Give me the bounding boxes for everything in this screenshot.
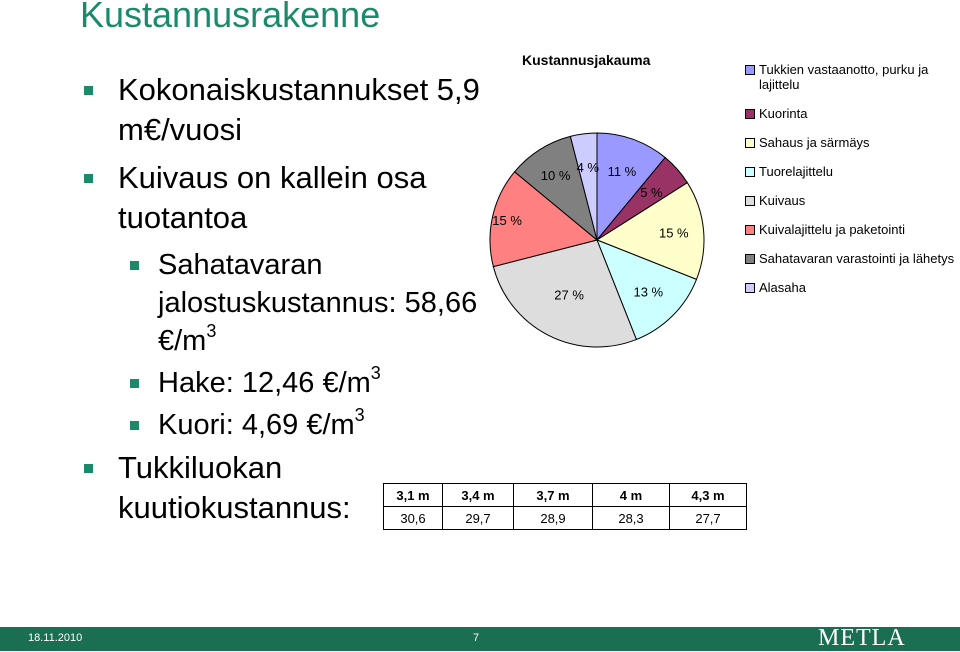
legend-swatch [745,225,755,235]
subbullet-chips-cost [80,364,480,402]
legend-item [745,106,955,121]
slice-label: 11 % [607,163,637,179]
metla-logo: METLA [818,625,906,651]
table-header-cell: 3,1 m [384,484,443,507]
bullet-square-icon [130,421,139,430]
bullet-square-icon [130,261,139,270]
table-header-cell: 3,7 m [514,484,593,507]
table-cell: 28,3 [593,507,670,530]
legend-label: Sahaus ja särmäys [759,135,870,150]
legend-swatch [745,283,755,293]
bullet-text: Tukkiluokan kuutiokustannus: [118,450,351,525]
legend-label: Kuivaus [759,193,806,208]
exponent: 3 [354,405,365,425]
table-cell: 30,6 [384,507,443,530]
bullet-text: Hake: 12,46 €/m [158,367,371,399]
legend-label: Tuorelajittelu [759,164,833,179]
slice-label: 10 % [540,167,571,183]
footer-date: 18.11.2010 [28,632,83,644]
chart-legend [745,62,955,309]
legend-swatch [745,167,755,177]
bullet-text: Kokonaiskustannukset 5,9 m€/vuosi [118,72,480,147]
slice-label: 27 % [554,287,584,303]
bullet-drying [80,158,480,238]
legend-swatch [745,196,755,206]
legend-item [745,62,955,92]
legend-swatch [745,138,755,148]
bullet-square-icon [84,86,93,95]
bullet-square-icon [84,174,93,183]
subbullet-bark-cost [80,406,480,444]
bullet-text: Sahatavaran jalostuskustannus: 58,66 €/m [158,249,478,357]
slice-label: 15 % [658,225,689,241]
legend-item [745,280,955,295]
legend-swatch [745,65,755,75]
slice-label: 5 % [640,185,663,200]
legend-item [745,135,955,150]
slide-title: Kustannusrakenne [80,0,381,35]
log-length-table [383,483,747,530]
table-cell: 27,7 [670,507,747,530]
legend-label: Kuorinta [759,106,808,121]
table-header-cell: 3,4 m [443,484,514,507]
table-header-row [384,484,747,507]
legend-label: Tukkien vastaanotto, purku ja lajittelu [759,62,929,92]
legend-swatch [745,109,755,119]
table-cell: 29,7 [443,507,514,530]
bullet-square-icon [84,464,93,473]
table-cell: 28,9 [514,507,593,530]
exponent: 3 [206,321,217,341]
pie-chart [470,60,740,380]
legend-label: Sahatavaran varastointi ja lähetys [759,251,955,266]
slice-label: 4 % [576,160,600,176]
bullet-text: Kuori: 4,69 €/m [158,409,355,441]
subbullet-processing-cost [80,246,480,360]
table-header-cell: 4,3 m [670,484,747,507]
bullet-total-costs [80,70,480,150]
chart-title: Kustannusjakauma [522,52,651,68]
legend-swatch [745,254,755,264]
table-header-cell: 4 m [593,484,670,507]
bullet-list [80,70,480,536]
bullet-text: Kuivaus on kallein osa tuotantoa [118,160,427,235]
slice-label: 15 % [492,212,522,228]
exponent: 3 [370,363,381,383]
legend-item [745,251,955,266]
legend-item [745,222,955,237]
legend-label: Alasaha [759,280,806,295]
slice-label: 13 % [633,284,664,300]
footer-bar [0,627,960,651]
legend-label: Kuivalajittelu ja paketointi [759,222,905,237]
page-number: 7 [473,632,480,644]
legend-item [745,193,955,208]
legend-item [745,164,955,179]
bullet-square-icon [130,379,139,388]
table-row [384,507,747,530]
